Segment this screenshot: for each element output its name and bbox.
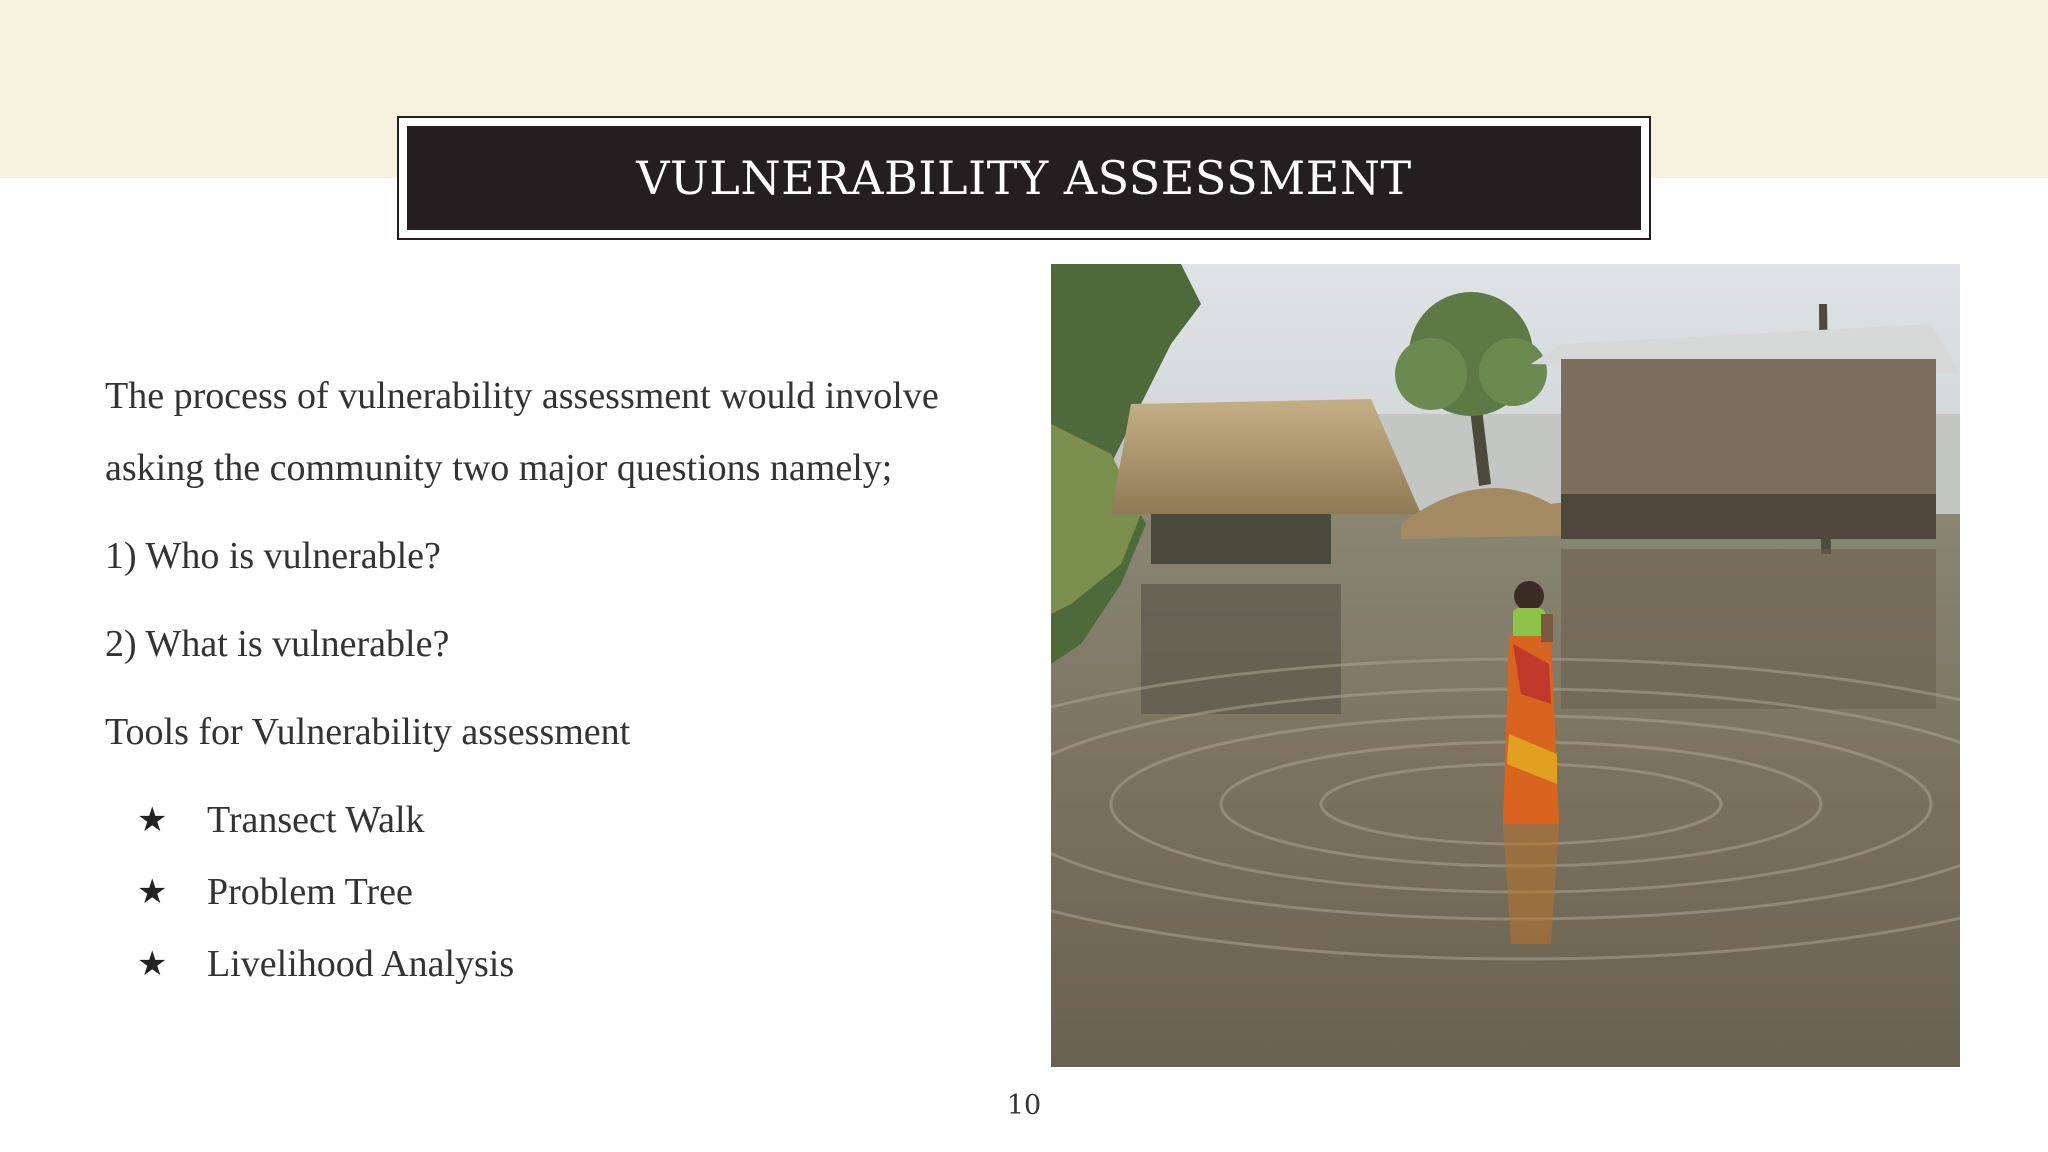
page-number: 10 — [1006, 1090, 1042, 1121]
slide-body — [105, 360, 1035, 1000]
tool-label: Livelihood Analysis — [207, 943, 515, 985]
tool-item — [105, 928, 1035, 1000]
intro-paragraph: The process of vulnerability assessment would involve asking the community two major questions namely; — [105, 375, 939, 489]
tool-label: Transect Walk — [207, 799, 425, 841]
flood-photo-illustration — [1051, 264, 1960, 1067]
question-2: 2) What is vulnerable? — [105, 623, 450, 665]
palm-fronds-3 — [1479, 338, 1547, 406]
house-shadow — [1561, 494, 1936, 539]
tool-label: Problem Tree — [207, 871, 413, 913]
tool-item — [105, 856, 1035, 928]
hut-roof — [1111, 399, 1421, 514]
question-1: 1) Who is vulnerable? — [105, 535, 441, 577]
slide-title: VULNERABILITY ASSESSMENT — [636, 151, 1412, 205]
tools-list — [105, 784, 1035, 1000]
palm-fronds-2 — [1395, 338, 1467, 410]
title-box — [407, 126, 1641, 230]
star-icon: ★ — [137, 872, 168, 912]
tools-heading: Tools for Vulnerability assessment — [105, 711, 631, 753]
tool-item — [105, 784, 1035, 856]
hut-reflection — [1141, 584, 1341, 714]
title-frame — [397, 116, 1651, 240]
star-icon: ★ — [137, 800, 168, 840]
flood-photo — [1051, 264, 1960, 1067]
star-icon: ★ — [137, 944, 168, 984]
